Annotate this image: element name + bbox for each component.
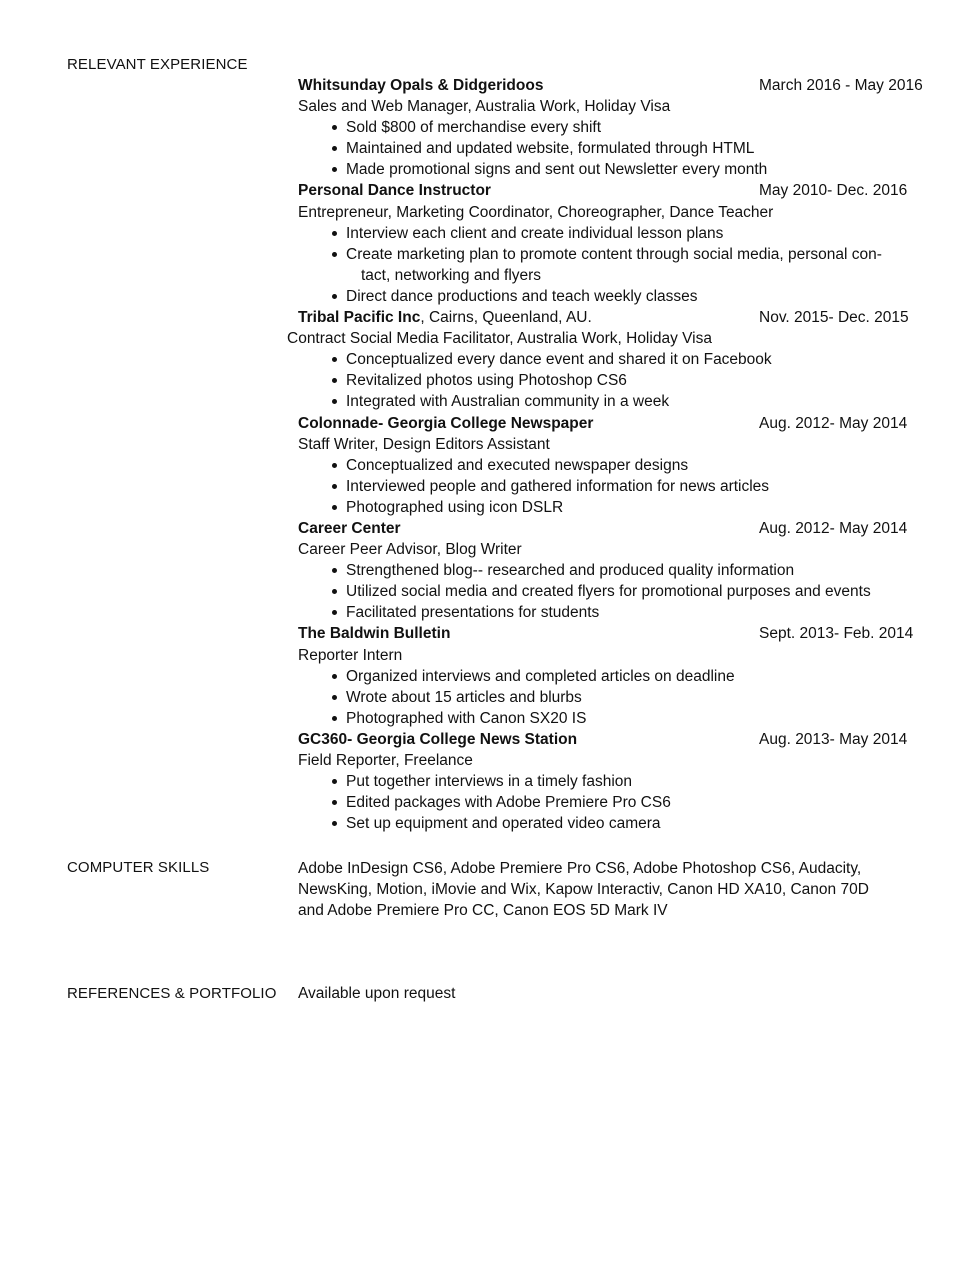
job-date: Nov. 2015- Dec. 2015 [759, 309, 909, 327]
job-bullet: Facilitated presentations for students [0, 602, 980, 623]
job-date: Aug. 2013- May 2014 [759, 730, 908, 748]
job-bullet: Made promotional signs and sent out Newsletter every month [0, 159, 980, 180]
job-date: March 2016 - May 2016 [759, 77, 923, 94]
job-role: Career Peer Advisor, Blog Writer [298, 541, 522, 559]
job-bullet: Organized interviews and completed articles on deadline [0, 666, 980, 687]
job-bullet: Utilized social media and created flyers for promotional purposes and events [0, 581, 980, 602]
job-bullet: Maintained and updated website, formulated through HTML [0, 138, 980, 159]
job-org: Personal Dance Instructor [298, 182, 491, 200]
job-bullet: Sold $800 of merchandise every shift [0, 117, 980, 138]
job-date: Sept. 2013- Feb. 2014 [759, 625, 914, 643]
job-role: Entrepreneur, Marketing Coordinator, Choreographer, Dance Teacher [298, 203, 774, 221]
skills-line: and Adobe Premiere Pro CC, Canon EOS 5D Mark IV [298, 902, 668, 920]
job-header [0, 518, 980, 539]
job-org: Career Center [298, 519, 401, 537]
job-bullet: Integrated with Australian community in a week [0, 391, 980, 412]
job-bullet: Set up equipment and operated video camera [0, 813, 980, 834]
job-bullet: Strengthened blog-- researched and produced quality information [0, 560, 980, 581]
job-bullet: Photographed using icon DSLR [0, 497, 980, 518]
job-org: GC360- Georgia College News Station [298, 730, 578, 748]
job-bullet: Photographed with Canon SX20 IS [0, 708, 980, 729]
section-label-skills: COMPUTER SKILLS [67, 859, 210, 876]
job-date: Aug. 2012- May 2014 [759, 414, 908, 432]
job-org: Whitsunday Opals & Didgeridoos [298, 77, 544, 94]
job-header [0, 413, 980, 434]
section-label-experience: RELEVANT EXPERIENCE [67, 56, 248, 73]
job-role: Contract Social Media Facilitator, Australia Work, Holiday Visa [287, 330, 712, 348]
job-bullet: Conceptualized and executed newspaper designs [0, 455, 980, 476]
job-date: May 2010- Dec. 2016 [759, 182, 908, 200]
job-bullet: Conceptualized every dance event and shared it on Facebook [0, 349, 980, 370]
experience-list [0, 75, 980, 834]
job-role: Sales and Web Manager, Australia Work, Holiday Visa [298, 98, 671, 116]
job-bullet: Interviewed people and gathered information for news articles [0, 476, 980, 497]
job-bullet: Create marketing plan to promote content through social media, personal con- [0, 244, 980, 265]
job-bullet: Direct dance productions and teach weekly classes [0, 286, 980, 307]
job-header [0, 729, 980, 750]
job-org: Tribal Pacific Inc [298, 309, 421, 327]
job-bullet: Revitalized photos using Photoshop CS6 [0, 370, 980, 391]
job-bullet: Interview each client and create individual lesson plans [0, 223, 980, 244]
skills-line: NewsKing, Motion, iMovie and Wix, Kapow Interactiv, Canon HD XA10, Canon 70D [298, 881, 869, 899]
section-label-references: REFERENCES & PORTFOLIO [67, 985, 277, 1002]
job-bullet: Put together interviews in a timely fashion [0, 771, 980, 792]
job-role: Reporter Intern [298, 646, 403, 664]
job-org: Colonnade- Georgia College Newspaper [298, 414, 594, 432]
skills-line: Adobe InDesign CS6, Adobe Premiere Pro CS6, Adobe Photoshop CS6, Audacity, [298, 860, 862, 877]
job-header [0, 75, 980, 96]
job-role: Field Reporter, Freelance [298, 752, 473, 769]
references-text: Available upon request [298, 985, 456, 1002]
job-header [0, 623, 980, 644]
job-bullet: Edited packages with Adobe Premiere Pro CS6 [0, 792, 980, 813]
job-location: , Cairns, Queenland, AU. [420, 309, 592, 327]
job-org: The Baldwin Bulletin [298, 625, 451, 643]
job-header [0, 307, 980, 328]
job-date: Aug. 2012- May 2014 [759, 519, 908, 537]
job-role: Staff Writer, Design Editors Assistant [298, 435, 550, 453]
job-bullet: Wrote about 15 articles and blurbs [0, 687, 980, 708]
job-header [0, 180, 980, 201]
skills-text [298, 858, 869, 921]
job-bullet-continuation: tact, networking and flyers [361, 266, 542, 284]
